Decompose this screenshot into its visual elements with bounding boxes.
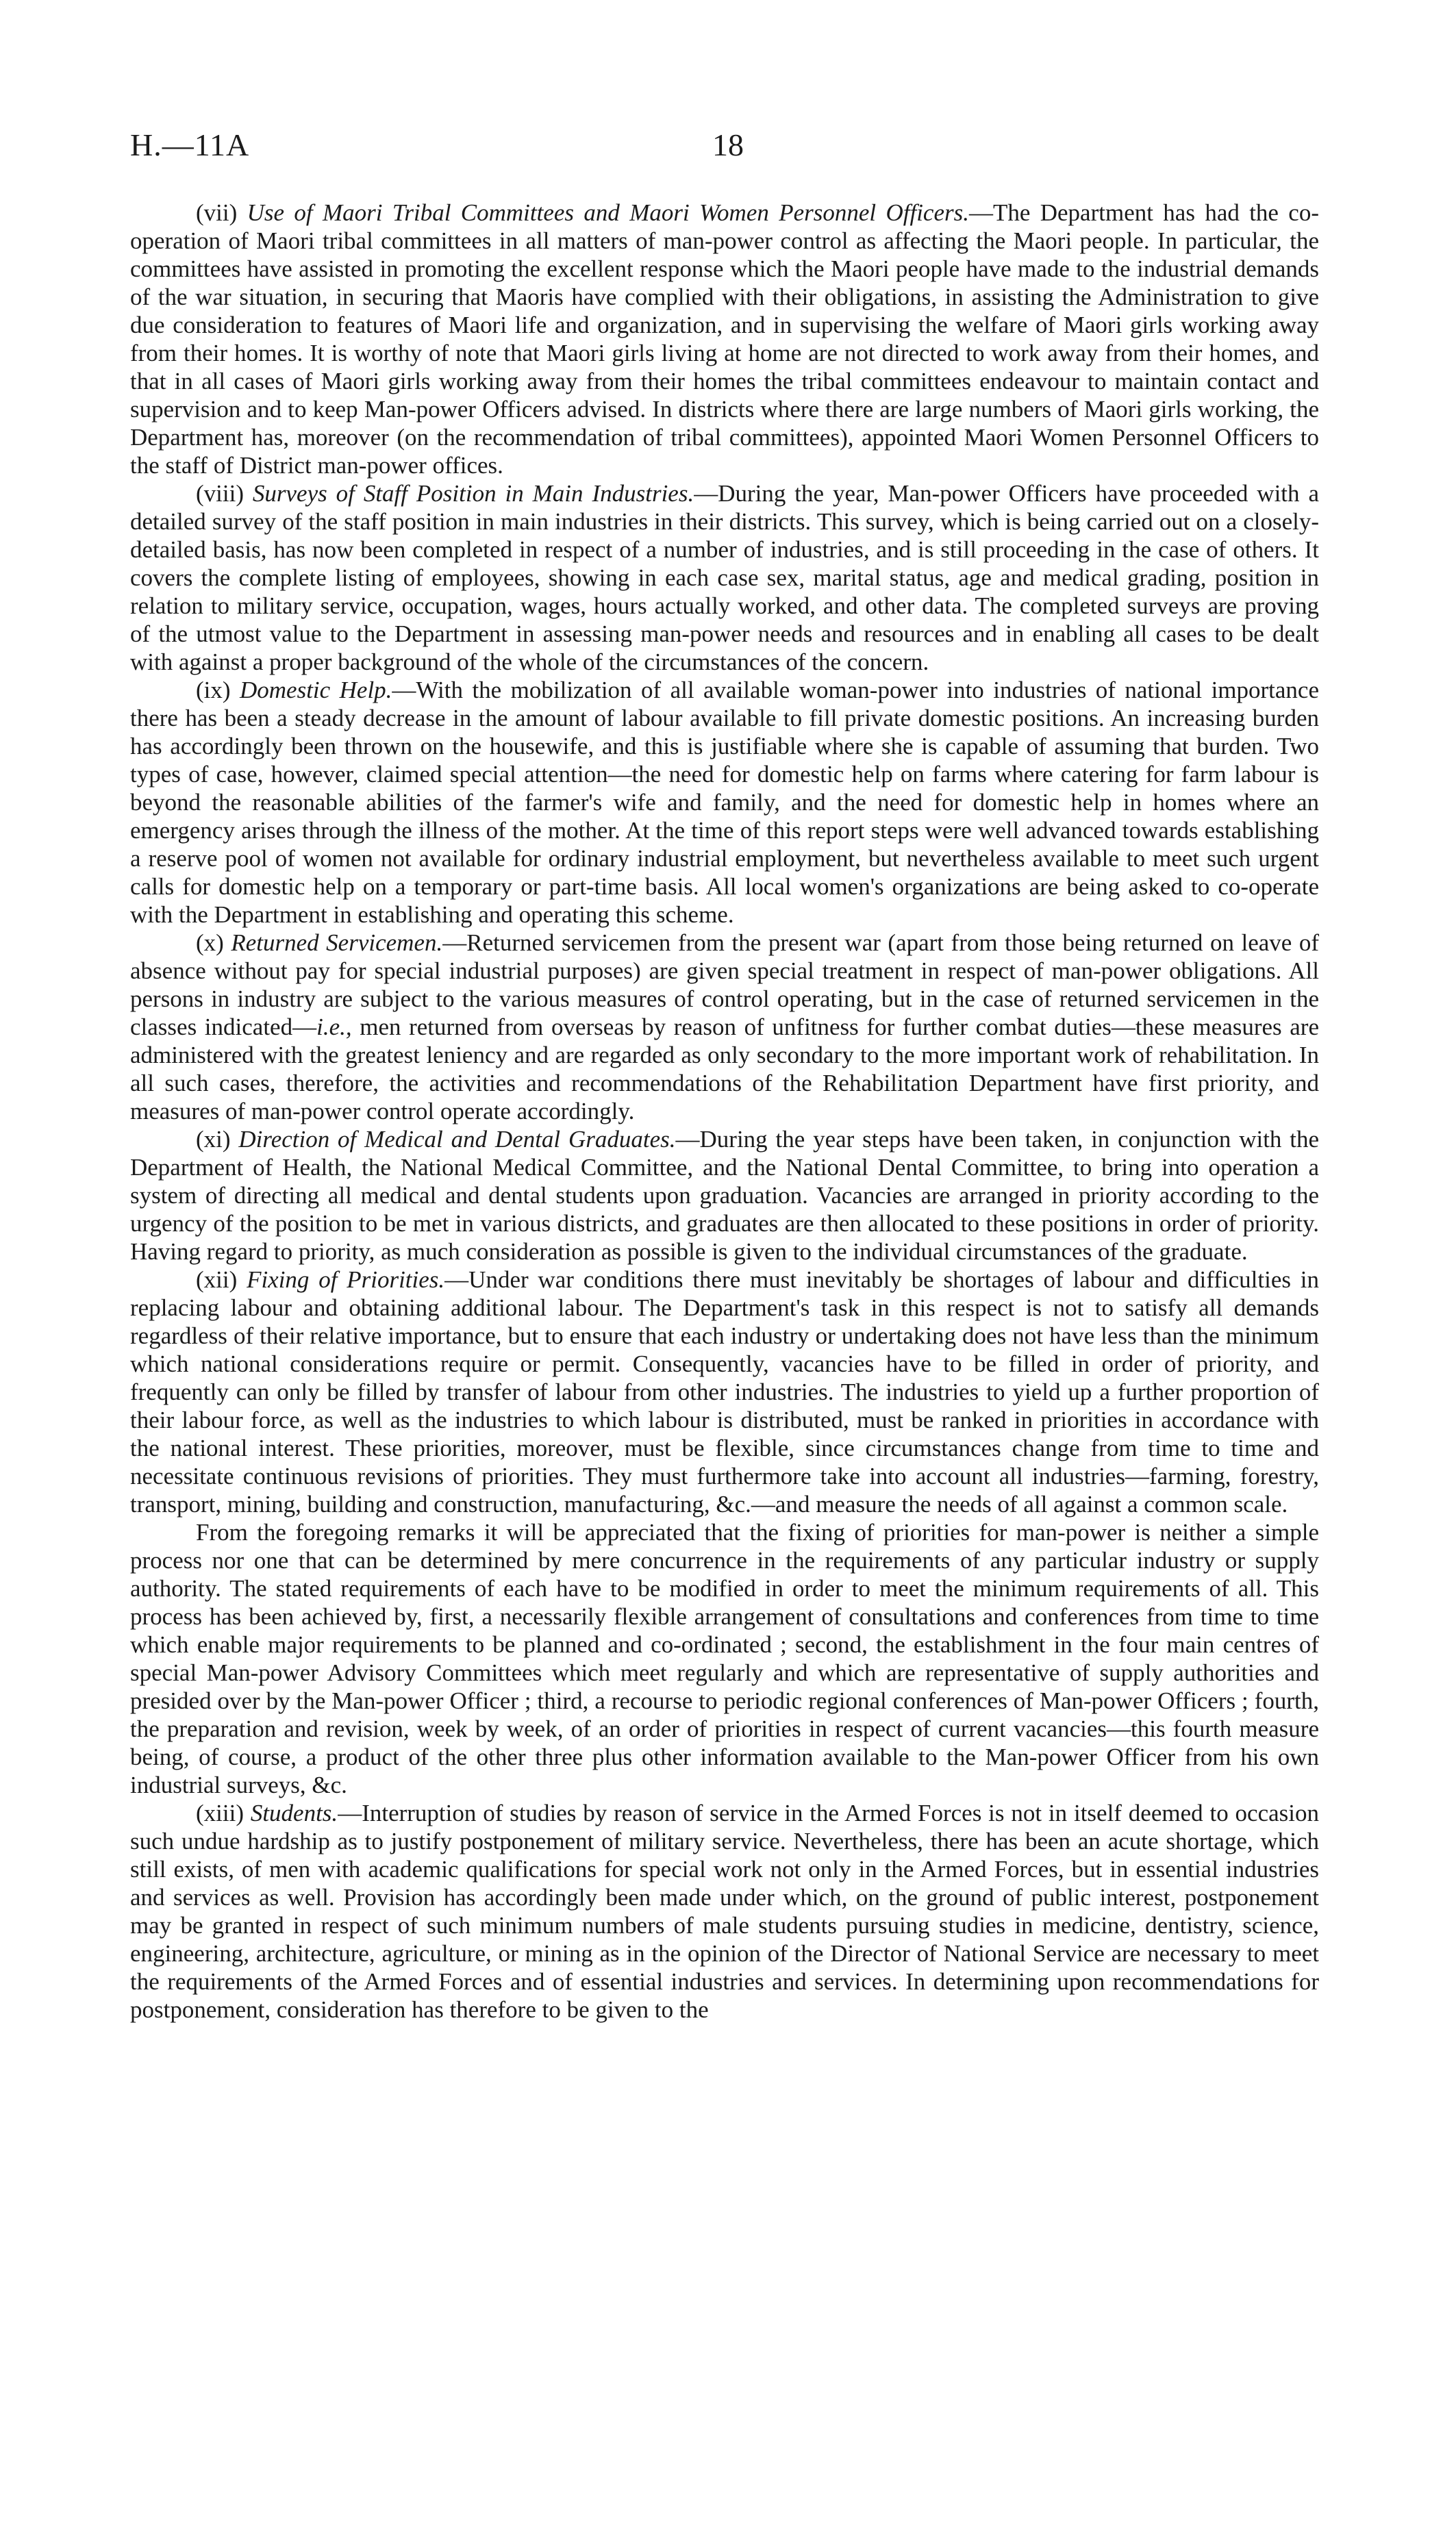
- paragraph-text-continued: men returned from overseas by reason of unfitness for further combat duties—these measures are administered with the greatest leniency and are regarded as only secondary to the more important work of rehabilitation. In all such cases, therefore, the activities and recommendations of the Rehabilitation Department have first priority, and measures of man-power control operate accordingly.: [130, 1014, 1319, 1124]
- paragraph-text: —Returned servicemen from the present war (apart from those being returned on leave of absence without pay for special industrial purposes) are given special treatment in respect of man-power obligations. All persons in industry are subject to the various measures of control operating, but in the case of returned servicemen in the classes indicated—: [130, 929, 1320, 1040]
- paragraph-returned-servicemen: [130, 929, 1319, 1125]
- paragraph-staff-surveys: [130, 479, 1319, 676]
- paragraph-fixing-priorities: [130, 1266, 1319, 1518]
- section-heading: Returned Servicemen.: [231, 929, 443, 956]
- paragraph-text: —With the mobilization of all available woman-power into industries of national importance there has been a steady decrease in the amount of labour available to fill private domestic positions. An increasing burden has accordingly been thrown on the housewife, and this is justifiable where she is capable of assuming that burden. Two types of case, however, claimed special attention—the need for domestic help on farms where catering for farm labour is beyond the reasonable abilities of the farmer's wife and family, and the need for domestic help in homes where an emergency arises through the illness of the mother. At the time of this report steps were well advanced towards establishing a reserve pool of women not available for ordinary industrial employment, but nevertheless available to meet such urgent calls for domestic help on a temporary or part-time basis. All local women's organizations are being asked to co-operate with the Department in establishing and operating this scheme.: [130, 677, 1320, 928]
- paragraph-text: From the foregoing remarks it will be appreciated that the fixing of priorities for man-power is neither a simple process nor one that can be determined by mere concurrence in the requirements of any particular industry or supply authority. The stated requirements of each have to be modified in order to meet the minimum requirements of all. This process has been achieved by, first, a necessarily flexible arrangement of consultations and conferences from time to time which enable major requirements to be planned and co-ordinated ; second, the establishment in the four main centres of special Man-power Advisory Committees which meet regularly and which are representative of supply authorities and presided over by the Man-power Officer ; third, a recourse to periodic regional conferences of Man-power Officers ; fourth, the preparation and revision, week by week, of an order of priorities in respect of current vacancies—this fourth measure being, of course, a product of the other three plus other information available to the Man-power Officer from his own industrial surveys, &c.: [130, 1519, 1319, 1798]
- section-number: (ix): [196, 677, 231, 703]
- page-number: 18: [712, 127, 744, 162]
- section-heading: Direction of Medical and Dental Graduates.: [238, 1126, 676, 1153]
- section-number: (xi): [196, 1126, 231, 1153]
- body-text: [130, 199, 1319, 2024]
- section-number: (x): [196, 929, 224, 956]
- section-number: (vii): [196, 199, 238, 226]
- section-number: (viii): [196, 480, 244, 507]
- paragraph-medical-graduates: [130, 1125, 1319, 1266]
- section-heading: Fixing of Priorities.: [247, 1266, 445, 1293]
- section-number: (xiii): [196, 1800, 244, 1826]
- paragraph-text: —During the year steps have been taken, in conjunction with the Department of Health, the National Medical Committee, and the National Dental Committee, to bring into operation a system of directing all medical and dental students upon graduation. Vacancies are arranged in priority according to the urgency of the position to be met in various districts, and graduates are then allocated to these positions in order of priority. Having regard to priority, as much consideration as possible is given to the individual circumstances of the graduate.: [130, 1126, 1319, 1265]
- paragraph-students: [130, 1799, 1319, 2024]
- section-heading: Students.: [250, 1800, 338, 1826]
- section-number: (xii): [196, 1266, 238, 1293]
- section-heading: Use of Maori Tribal Committees and Maori Women Personnel Officers.: [247, 199, 969, 226]
- paragraph-italic-text: i.e.,: [316, 1014, 352, 1040]
- paragraph-text: —Under war conditions there must inevitably be shortages of labour and difficulties in replacing labour and obtaining additional labour. The Department's task in this respect is not to satisfy all demands regardless of their relative importance, but to ensure that each industry or undertaking does not have less than the minimum which national considerations require or permit. Consequently, vacancies have to be filled in order of priority, and frequently can only be filled by transfer of labour from other industries. The industries to yield up a further proportion of their labour force, as well as the industries to which labour is distributed, must be ranked in priorities in accordance with the national interest. These priorities, moreover, must be flexible, since circumstances change from time to time and necessitate continuous revisions of priorities. They must furthermore take into account all industries—farming, forestry, transport, mining, building and construction, manufacturing, &c.—and measure the needs of all against a common scale.: [130, 1266, 1319, 1518]
- paragraph-maori-committees: [130, 199, 1319, 479]
- section-heading: Surveys of Staff Position in Main Industries.: [252, 480, 694, 507]
- paragraph-priorities-continued: [130, 1518, 1319, 1799]
- paragraph-text: —The Department has had the co-operation of Maori tribal committees in all matters of man-power control as affecting the Maori people. In particular, the committees have assisted in promoting the excellent response which the Maori people have made to the industrial demands of the war situation, in securing that Maoris have complied with their obligations, in assisting the Administration to give due consideration to features of Maori life and organization, and in supervising the welfare of Maori girls working away from their homes. It is worthy of note that Maori girls living at home are not directed to work away from their homes, and that in all cases of Maori girls working away from their homes the tribal committees endeavour to maintain contact and supervision and to keep Man-power Officers advised. In districts where there are large numbers of Maori girls working, the Department has, moreover (on the recommendation of tribal committees), appointed Maori Women Personnel Officers to the staff of District man-power offices.: [130, 199, 1319, 479]
- document-id: H.—11A: [130, 127, 250, 162]
- paragraph-text: —During the year, Man-power Officers have proceeded with a detailed survey of the staff position in main industries in their districts. This survey, which is being carried out on a closely-detailed basis, has now been completed in respect of a number of industries, and is still proceeding in the case of others. It covers the complete listing of employees, showing in each case sex, marital status, age and medical grading, position in relation to military service, occupation, wages, hours actually worked, and other data. The completed surveys are proving of the utmost value to the Department in assessing man-power needs and resources and in enabling all cases to be dealt with against a proper background of the whole of the circumstances of the concern.: [130, 480, 1319, 675]
- paragraph-domestic-help: [130, 676, 1319, 929]
- paragraph-text: —Interruption of studies by reason of service in the Armed Forces is not in itself deemed to occasion such undue hardship as to justify postponement of military service. Nevertheless, there has been an acute shortage, which still exists, of men with academic qualifications for special work not only in the Armed Forces, but in essential industries and services as well. Provision has accordingly been made under which, on the ground of public interest, postponement may be granted in respect of such minimum numbers of male students pursuing studies in medicine, dentistry, science, engineering, architecture, agriculture, or mining as in the opinion of the Director of National Service are necessary to meet the requirements of the Armed Forces and of essential industries and services. In determining upon recommendations for postponement, consideration has therefore to be given to the: [130, 1800, 1319, 2023]
- page-header: [130, 127, 1326, 168]
- section-heading: Domestic Help.: [240, 677, 392, 703]
